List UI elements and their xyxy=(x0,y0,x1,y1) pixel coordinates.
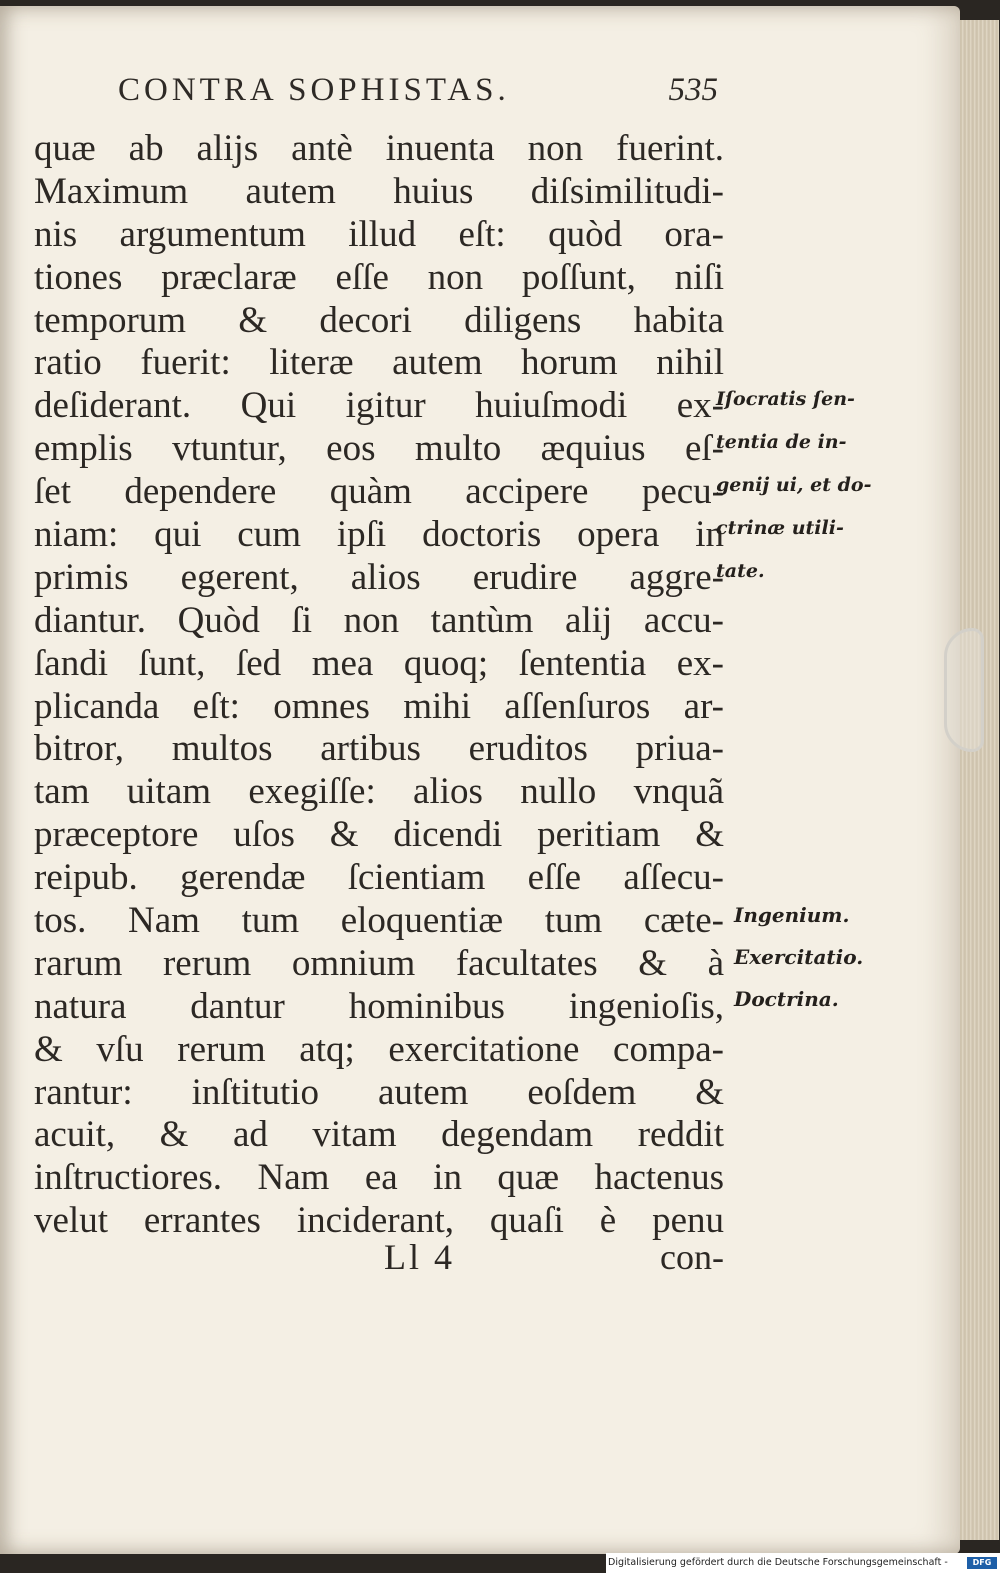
text-line: temporum & decori diligens habita xyxy=(34,299,724,341)
marginal-note-keywords xyxy=(734,894,934,1020)
text-line: emplis vtuntur, eos multo æquius eſ- xyxy=(34,428,724,470)
marginal-note-line: Iſocratis ſen- xyxy=(716,388,855,410)
text-line: quæ ab aliјs antè inuenta non fuerint. xyxy=(34,128,724,169)
text-line: plicanda eſt: omnes mihi aſſenſuros ar- xyxy=(34,685,724,727)
text-line: natura dantur hominibus ingenioſis, xyxy=(34,985,724,1027)
book-page xyxy=(0,6,960,1554)
page-footer-line xyxy=(384,1236,724,1280)
page-stack-edge xyxy=(958,20,999,1540)
text-line: reipub. gerendæ ſcientiam eſſe aſſecu- xyxy=(34,857,724,899)
text-line: ratio fuerit: literæ autem horum nihil xyxy=(34,342,724,384)
text-line: rarum rerum omnium facultates & à xyxy=(34,942,724,984)
text-line: tiones præclaræ eſſe non poſſunt, niſi xyxy=(34,256,724,298)
page-header xyxy=(118,72,718,116)
main-text-block xyxy=(34,128,724,1243)
text-line: rantur: inſtitutio autem eoſdem & xyxy=(34,1071,724,1113)
digitization-credit-bar xyxy=(606,1553,1000,1573)
digitization-credit: Digitalisierung gefördert durch die Deutsche Forschungsgemeinschaft - xyxy=(608,1557,948,1568)
text-line: ſandi ſunt, ſed mea quoq; ſententia ex- xyxy=(34,642,724,684)
marginal-note-line: Exercitatio. xyxy=(734,945,864,969)
dfg-logo-icon: DFG xyxy=(967,1557,997,1569)
text-line: primis egerent, alios erudire aggre- xyxy=(34,556,724,598)
text-line: tos. Nam tum eloquentiæ tum cæte- xyxy=(34,900,724,942)
text-line: præceptore uſos & dicendi peritiam & xyxy=(34,814,724,856)
text-line: inſtructiores. Nam ea in quæ hactenus xyxy=(34,1157,724,1199)
text-line: velut errantes inciderant, quaſi è penu xyxy=(34,1200,724,1242)
catchword: con- xyxy=(660,1237,724,1277)
marginal-note-line: tentia de in- xyxy=(716,431,847,453)
text-line: tam uitam exegiſſe: alios nullo vnquã xyxy=(34,771,724,813)
text-line: niam: qui cum ipſi doctoris opera in xyxy=(34,514,724,556)
text-line: & vſu rerum atq; exercitatione compa- xyxy=(34,1028,724,1070)
signature-mark: Ll 4 xyxy=(384,1237,455,1277)
text-line: diantur. Quòd ſi non tantùm aliј accu- xyxy=(34,599,724,641)
text-line: bitror, multos artibus eruditos priua- xyxy=(34,728,724,770)
marginal-note-isocrates xyxy=(716,378,916,593)
text-line: ſet dependere quàm accipere pecu- xyxy=(34,471,724,513)
marginal-note-line: genij ui, et do- xyxy=(716,474,872,496)
text-line: acuit, & ad vitam degendam reddit xyxy=(34,1114,724,1156)
marginal-note-line: Doctrina. xyxy=(734,987,839,1011)
marginal-note-line: tate. xyxy=(716,560,765,582)
page-clip xyxy=(944,628,984,752)
running-title: CONTRA SOPHISTAS. xyxy=(118,72,510,108)
marginal-note-line: ctrinæ utili- xyxy=(716,517,844,539)
text-line: Maximum autem huius diſsimilitudi- xyxy=(34,170,724,212)
marginal-note-line: Ingenium. xyxy=(734,903,850,927)
text-line: deſiderant. Qui igitur huiuſmodi ex- xyxy=(34,385,724,427)
text-line: nis argumentum illud eſt: quòd ora- xyxy=(34,213,724,255)
page-number: 535 xyxy=(668,72,718,108)
